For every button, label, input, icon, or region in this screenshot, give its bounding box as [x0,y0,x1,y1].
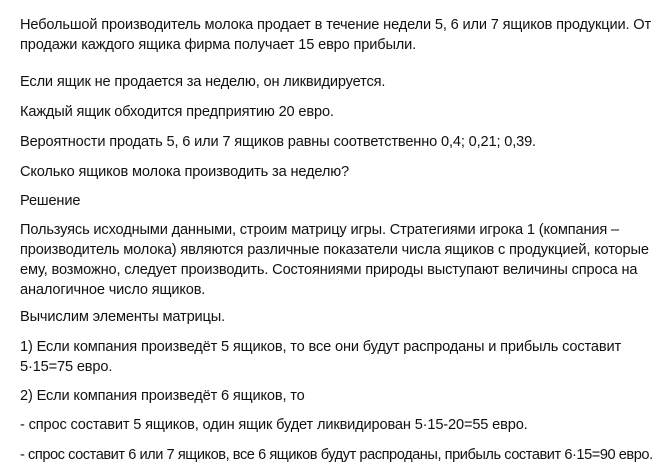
paragraph-case-2-demand-6-7 [20,445,653,465]
paragraph-probabilities [20,132,536,152]
text-line: Пользуясь исходными данными, строим матрицу игры. Стратегиями игрока 1 (компания – [20,222,619,238]
text-line: - спрос составит 6 или 7 ящиков, все 6 ящиков будут распроданы, прибыль составит 6·15=90 евро. [20,447,653,463]
text-line: Каждый ящик обходится предприятию 20 евро. [20,104,334,120]
text-line: производитель молока) являются различные показатели числа ящиков с продукцией, которые [20,242,649,258]
paragraph-cost [20,102,334,122]
paragraph-case-2-demand-5 [20,415,528,435]
text-line: 5·15=75 евро. [20,359,113,375]
text-line: Небольшой производитель молока продает в течение недели 5, 6 или 7 ящиков продукции. От [20,17,651,33]
text-line: 1) Если компания произведёт 5 ящиков, то все они будут распроданы и прибыль составит [20,339,622,355]
text-line: Сколько ящиков молока производить за неделю? [20,164,349,180]
paragraph-problem-statement [20,15,651,55]
text-line: ему, возможно, следует производить. Состояниями природы выступают величины спроса на [20,262,638,278]
paragraph-game-matrix [20,220,649,300]
paragraph-case-1 [20,337,621,377]
text-line: Если ящик не продается за неделю, он ликвидируется. [20,74,386,90]
paragraph-question [20,162,349,182]
paragraph-case-2 [20,386,305,406]
paragraph-compute-elements [20,307,225,327]
text-line: аналогичное число ящиков. [20,282,206,298]
text-line: Вычислим элементы матрицы. [20,309,226,325]
text-line: Вероятности продать 5, 6 или 7 ящиков равны соответственно 0,4; 0,21; 0,39. [20,134,536,150]
text-line: Решение [20,193,81,209]
text-line: - спрос составит 5 ящиков, один ящик будет ликвидирован 5·15-20=55 евро. [20,417,528,433]
paragraph-liquidation [20,72,385,92]
section-heading-solution [20,191,80,211]
text-line: 2) Если компания произведёт 6 ящиков, то [20,388,305,404]
text-line: продажи каждого ящика фирма получает 15 евро прибыли. [20,37,417,53]
